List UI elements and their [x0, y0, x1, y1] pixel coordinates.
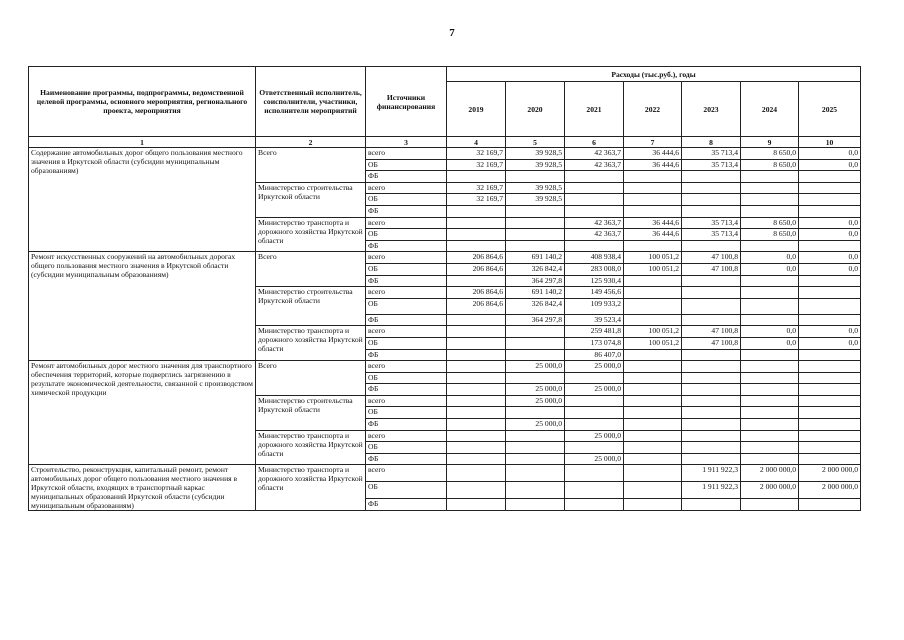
amount-cell: [447, 419, 506, 431]
amount-cell: [447, 442, 506, 454]
executor-cell: Всего: [256, 252, 366, 287]
amount-cell: [565, 194, 624, 206]
funding-source-cell: ОБ: [366, 159, 447, 171]
amount-cell: [799, 182, 861, 194]
amount-cell: 25 000,0: [506, 419, 565, 431]
amount-cell: [565, 482, 624, 499]
amount-cell: 100 051,2: [624, 263, 682, 275]
amount-cell: [799, 361, 861, 373]
amount-cell: [799, 298, 861, 314]
amount-cell: [447, 499, 506, 511]
amount-cell: 8 650,0: [741, 217, 799, 229]
amount-cell: [624, 372, 682, 384]
amount-cell: 35 713,4: [682, 148, 741, 160]
funding-source-cell: ОБ: [366, 229, 447, 241]
header-year: 2020: [506, 82, 565, 137]
column-number: 3: [366, 137, 447, 148]
amount-cell: [565, 205, 624, 217]
header-expenses: Расходы (тыс.руб.), годы: [447, 67, 861, 82]
amount-cell: [447, 314, 506, 326]
column-number: 6: [565, 137, 624, 148]
amount-cell: [799, 430, 861, 442]
amount-cell: [447, 482, 506, 499]
table-row: [29, 465, 861, 482]
funding-source-cell: ФБ: [366, 171, 447, 183]
executor-cell: Министерство строительства Иркутской области: [256, 287, 366, 326]
amount-cell: 36 444,6: [624, 229, 682, 241]
funding-source-cell: ФБ: [366, 314, 447, 326]
amount-cell: [506, 465, 565, 482]
amount-cell: 39 928,5: [506, 148, 565, 160]
program-name-cell: Ремонт автомобильных дорог местного значения для транспортного обеспечения территорий, которые подверглись загрязнению в результате экономической деятельности, связанной с производством химической продукции: [29, 361, 256, 465]
amount-cell: [741, 287, 799, 299]
amount-cell: [565, 240, 624, 252]
amount-cell: [741, 275, 799, 287]
funding-source-cell: ФБ: [366, 419, 447, 431]
amount-cell: [447, 275, 506, 287]
amount-cell: [447, 337, 506, 349]
amount-cell: [447, 349, 506, 361]
amount-cell: [741, 349, 799, 361]
amount-cell: [799, 314, 861, 326]
funding-source-cell: всего: [366, 465, 447, 482]
amount-cell: [565, 395, 624, 407]
amount-cell: [682, 384, 741, 396]
amount-cell: [447, 465, 506, 482]
table-body: [29, 148, 861, 511]
funding-source-cell: ОБ: [366, 337, 447, 349]
executor-cell: Министерство транспорта и дорожного хозяйства Иркутской области: [256, 430, 366, 465]
amount-cell: [506, 217, 565, 229]
funding-source-cell: ФБ: [366, 349, 447, 361]
amount-cell: 42 363,7: [565, 159, 624, 171]
amount-cell: [624, 240, 682, 252]
amount-cell: [565, 182, 624, 194]
amount-cell: 32 169,7: [447, 159, 506, 171]
amount-cell: [741, 361, 799, 373]
amount-cell: [447, 205, 506, 217]
amount-cell: [682, 240, 741, 252]
amount-cell: [799, 453, 861, 465]
amount-cell: [565, 499, 624, 511]
amount-cell: 39 928,5: [506, 159, 565, 171]
amount-cell: 691 140,2: [506, 287, 565, 299]
amount-cell: 0,0: [799, 217, 861, 229]
column-number: 10: [799, 137, 861, 148]
funding-source-cell: всего: [366, 148, 447, 160]
amount-cell: [624, 314, 682, 326]
amount-cell: 0,0: [741, 337, 799, 349]
funding-source-cell: ФБ: [366, 240, 447, 252]
amount-cell: 36 444,6: [624, 159, 682, 171]
page-number: 7: [449, 27, 455, 39]
amount-cell: [741, 395, 799, 407]
column-number: 5: [506, 137, 565, 148]
amount-cell: [506, 171, 565, 183]
amount-cell: [682, 442, 741, 454]
amount-cell: [447, 430, 506, 442]
amount-cell: [447, 326, 506, 338]
funding-source-cell: всего: [366, 217, 447, 229]
amount-cell: [624, 349, 682, 361]
amount-cell: [506, 349, 565, 361]
amount-cell: 206 864,6: [447, 252, 506, 264]
amount-cell: 25 000,0: [565, 430, 624, 442]
column-number: 4: [447, 137, 506, 148]
amount-cell: [682, 275, 741, 287]
program-name-cell: Содержание автомобильных дорог общего пользования местного значения в Иркутской области (субсидии муниципальным образованиям): [29, 148, 256, 252]
amount-cell: [624, 442, 682, 454]
amount-cell: [624, 171, 682, 183]
funding-source-cell: ОБ: [366, 298, 447, 314]
funding-source-cell: всего: [366, 326, 447, 338]
amount-cell: 32 169,7: [447, 182, 506, 194]
amount-cell: [565, 372, 624, 384]
amount-cell: 2 000 000,0: [799, 465, 861, 482]
amount-cell: 35 713,4: [682, 217, 741, 229]
amount-cell: 36 444,6: [624, 217, 682, 229]
amount-cell: [624, 499, 682, 511]
funding-source-cell: ФБ: [366, 499, 447, 511]
column-number: 1: [29, 137, 256, 148]
amount-cell: [506, 442, 565, 454]
amount-cell: [799, 194, 861, 206]
amount-cell: [682, 194, 741, 206]
amount-cell: 35 713,4: [682, 229, 741, 241]
table-row: [29, 361, 861, 373]
amount-cell: 2 000 000,0: [799, 482, 861, 499]
amount-cell: [624, 194, 682, 206]
amount-cell: [624, 287, 682, 299]
amount-cell: 25 000,0: [506, 384, 565, 396]
header-source: Источники финансирования: [366, 67, 447, 137]
amount-cell: [624, 482, 682, 499]
amount-cell: 0,0: [741, 263, 799, 275]
amount-cell: 100 051,2: [624, 337, 682, 349]
executor-cell: Всего: [256, 361, 366, 396]
amount-cell: [682, 314, 741, 326]
amount-cell: 0,0: [799, 337, 861, 349]
amount-cell: [682, 407, 741, 419]
amount-cell: [741, 240, 799, 252]
amount-cell: [741, 453, 799, 465]
amount-cell: [682, 395, 741, 407]
amount-cell: [447, 372, 506, 384]
funding-source-cell: всего: [366, 287, 447, 299]
amount-cell: [741, 298, 799, 314]
amount-cell: 109 933,2: [565, 298, 624, 314]
amount-cell: 283 008,0: [565, 263, 624, 275]
amount-cell: [682, 287, 741, 299]
amount-cell: [682, 182, 741, 194]
amount-cell: 25 000,0: [506, 361, 565, 373]
amount-cell: [799, 372, 861, 384]
amount-cell: 691 140,2: [506, 252, 565, 264]
expenses-table: [28, 66, 861, 511]
amount-cell: [624, 453, 682, 465]
amount-cell: [447, 217, 506, 229]
amount-cell: [682, 298, 741, 314]
amount-cell: [741, 407, 799, 419]
executor-cell: Всего: [256, 148, 366, 183]
amount-cell: [682, 419, 741, 431]
amount-cell: [682, 453, 741, 465]
amount-cell: [682, 499, 741, 511]
funding-source-cell: ОБ: [366, 194, 447, 206]
amount-cell: 259 481,8: [565, 326, 624, 338]
amount-cell: [741, 182, 799, 194]
amount-cell: [682, 349, 741, 361]
amount-cell: 32 169,7: [447, 194, 506, 206]
funding-source-cell: всего: [366, 361, 447, 373]
amount-cell: [447, 395, 506, 407]
amount-cell: [624, 384, 682, 396]
amount-cell: [799, 442, 861, 454]
amount-cell: 47 100,8: [682, 337, 741, 349]
amount-cell: [799, 240, 861, 252]
executor-cell: Министерство транспорта и дорожного хозяйства Иркутской области: [256, 326, 366, 361]
amount-cell: [799, 287, 861, 299]
funding-source-cell: ОБ: [366, 372, 447, 384]
amount-cell: [624, 298, 682, 314]
amount-cell: [624, 465, 682, 482]
amount-cell: [624, 275, 682, 287]
program-name-cell: Строительство, реконструкция, капитальный ремонт, ремонт автомобильных дорог общего пользования местного значения в Иркутской области, входящих в транспортный каркас муниципальных образований Иркутской области (субсидии муниципальным образованиям): [29, 465, 256, 511]
amount-cell: [624, 395, 682, 407]
amount-cell: [799, 384, 861, 396]
amount-cell: [741, 442, 799, 454]
header-year: 2019: [447, 82, 506, 137]
header-year: 2021: [565, 82, 624, 137]
amount-cell: 42 363,7: [565, 148, 624, 160]
amount-cell: 0,0: [799, 252, 861, 264]
amount-cell: [741, 205, 799, 217]
amount-cell: [799, 349, 861, 361]
amount-cell: [799, 419, 861, 431]
amount-cell: [506, 372, 565, 384]
funding-source-cell: ФБ: [366, 384, 447, 396]
funding-source-cell: ФБ: [366, 205, 447, 217]
amount-cell: 0,0: [799, 229, 861, 241]
amount-cell: [624, 419, 682, 431]
column-number: 2: [256, 137, 366, 148]
amount-cell: 0,0: [799, 159, 861, 171]
table-row: [29, 148, 861, 160]
amount-cell: [447, 361, 506, 373]
amount-cell: [682, 171, 741, 183]
amount-cell: [741, 499, 799, 511]
amount-cell: [624, 430, 682, 442]
amount-cell: [506, 205, 565, 217]
executor-cell: Министерство транспорта и дорожного хозяйства Иркутской области: [256, 465, 366, 511]
header-year: 2022: [624, 82, 682, 137]
amount-cell: 25 000,0: [565, 361, 624, 373]
amount-cell: 39 928,5: [506, 182, 565, 194]
amount-cell: 8 650,0: [741, 148, 799, 160]
amount-cell: [447, 240, 506, 252]
funding-source-cell: ОБ: [366, 407, 447, 419]
amount-cell: 149 456,6: [565, 287, 624, 299]
amount-cell: [741, 430, 799, 442]
amount-cell: 100 051,2: [624, 326, 682, 338]
amount-cell: 206 864,6: [447, 263, 506, 275]
funding-source-cell: всего: [366, 182, 447, 194]
amount-cell: 8 650,0: [741, 229, 799, 241]
amount-cell: [447, 384, 506, 396]
amount-cell: [741, 171, 799, 183]
amount-cell: 36 444,6: [624, 148, 682, 160]
amount-cell: 173 074,8: [565, 337, 624, 349]
amount-cell: [506, 499, 565, 511]
amount-cell: [624, 182, 682, 194]
amount-cell: [741, 314, 799, 326]
column-number: 8: [682, 137, 741, 148]
amount-cell: 39 928,5: [506, 194, 565, 206]
program-name-cell: Ремонт искусственных сооружений на автомобильных дорогах общего пользования местного значения в Иркутской области (субсидии муниципальным образованиям): [29, 252, 256, 361]
amount-cell: [799, 395, 861, 407]
amount-cell: [506, 482, 565, 499]
amount-cell: [447, 171, 506, 183]
amount-cell: [799, 275, 861, 287]
amount-cell: [741, 194, 799, 206]
header-year: 2025: [799, 82, 861, 137]
column-number: 9: [741, 137, 799, 148]
amount-cell: 364 297,8: [506, 314, 565, 326]
amount-cell: [565, 419, 624, 431]
amount-cell: 0,0: [799, 263, 861, 275]
amount-cell: [447, 229, 506, 241]
amount-cell: 25 000,0: [565, 384, 624, 396]
amount-cell: [799, 499, 861, 511]
table-row: [29, 252, 861, 264]
amount-cell: 86 407,0: [565, 349, 624, 361]
funding-source-cell: всего: [366, 430, 447, 442]
amount-cell: [506, 453, 565, 465]
amount-cell: 0,0: [799, 326, 861, 338]
header-executor: Ответственный исполнитель, соисполнители, участники, исполнители мероприятий: [256, 67, 366, 137]
amount-cell: [565, 442, 624, 454]
funding-source-cell: всего: [366, 395, 447, 407]
funding-source-cell: ФБ: [366, 453, 447, 465]
amount-cell: 326 842,4: [506, 263, 565, 275]
header-year: 2023: [682, 82, 741, 137]
amount-cell: 125 930,4: [565, 275, 624, 287]
amount-cell: [506, 430, 565, 442]
amount-cell: [741, 384, 799, 396]
amount-cell: 0,0: [741, 326, 799, 338]
amount-cell: 326 842,4: [506, 298, 565, 314]
funding-source-cell: всего: [366, 252, 447, 264]
amount-cell: [447, 453, 506, 465]
amount-cell: [565, 465, 624, 482]
executor-cell: Министерство транспорта и дорожного хозяйства Иркутской области: [256, 217, 366, 252]
amount-cell: [506, 337, 565, 349]
amount-cell: 1 911 922,3: [682, 465, 741, 482]
executor-cell: Министерство строительства Иркутской области: [256, 182, 366, 217]
amount-cell: 2 000 000,0: [741, 482, 799, 499]
amount-cell: 8 650,0: [741, 159, 799, 171]
amount-cell: 408 938,4: [565, 252, 624, 264]
amount-cell: 206 864,6: [447, 287, 506, 299]
amount-cell: [682, 205, 741, 217]
amount-cell: [799, 407, 861, 419]
amount-cell: 32 169,7: [447, 148, 506, 160]
amount-cell: [682, 372, 741, 384]
amount-cell: 364 297,8: [506, 275, 565, 287]
funding-source-cell: ОБ: [366, 442, 447, 454]
amount-cell: 1 911 922,3: [682, 482, 741, 499]
amount-cell: 42 363,7: [565, 217, 624, 229]
amount-cell: [506, 229, 565, 241]
amount-cell: 0,0: [799, 148, 861, 160]
column-number: 7: [624, 137, 682, 148]
amount-cell: 2 000 000,0: [741, 465, 799, 482]
amount-cell: 42 363,7: [565, 229, 624, 241]
amount-cell: 100 051,2: [624, 252, 682, 264]
amount-cell: 47 100,8: [682, 326, 741, 338]
funding-source-cell: ФБ: [366, 275, 447, 287]
amount-cell: [682, 361, 741, 373]
amount-cell: [506, 240, 565, 252]
amount-cell: 25 000,0: [506, 395, 565, 407]
amount-cell: [447, 407, 506, 419]
amount-cell: [624, 407, 682, 419]
amount-cell: [799, 171, 861, 183]
amount-cell: 47 100,8: [682, 263, 741, 275]
amount-cell: 39 523,4: [565, 314, 624, 326]
amount-cell: [682, 430, 741, 442]
header-year: 2024: [741, 82, 799, 137]
amount-cell: [799, 205, 861, 217]
amount-cell: 35 713,4: [682, 159, 741, 171]
amount-cell: [565, 171, 624, 183]
amount-cell: [506, 326, 565, 338]
amount-cell: [624, 361, 682, 373]
amount-cell: [624, 205, 682, 217]
funding-source-cell: ОБ: [366, 482, 447, 499]
amount-cell: [565, 407, 624, 419]
funding-source-cell: ОБ: [366, 263, 447, 275]
header-name: Наименование программы, подпрограммы, ведомственной целевой программы, основного мероприятия, регионального проекта, мероприятия: [29, 67, 256, 137]
amount-cell: [506, 407, 565, 419]
amount-cell: [741, 372, 799, 384]
amount-cell: 206 864,6: [447, 298, 506, 314]
amount-cell: 0,0: [741, 252, 799, 264]
executor-cell: Министерство строительства Иркутской области: [256, 395, 366, 430]
amount-cell: 25 000,0: [565, 453, 624, 465]
amount-cell: 47 100,8: [682, 252, 741, 264]
amount-cell: [741, 419, 799, 431]
